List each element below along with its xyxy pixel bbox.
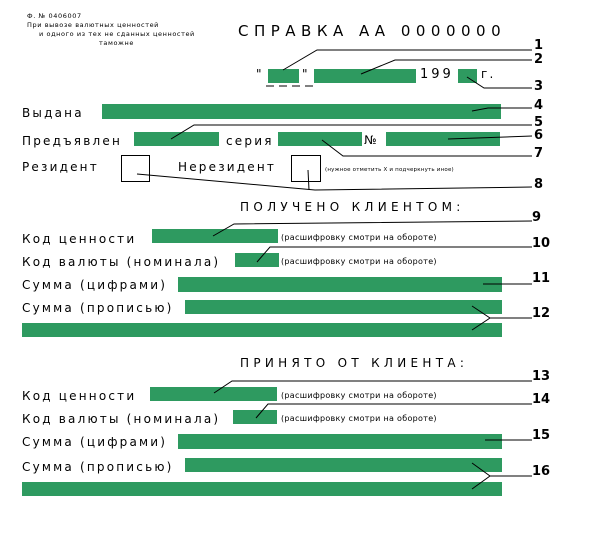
- series-label: серия: [226, 134, 274, 148]
- leader-9: [213, 221, 532, 236]
- purpose-line-2: и одного из тех не сданных ценностей: [39, 30, 195, 38]
- callout-14: 14: [532, 392, 551, 407]
- accepted-decode-note-1: (расшифровку смотри на обороте): [281, 391, 437, 400]
- leader-5: [171, 125, 532, 139]
- callout-15: 15: [532, 428, 551, 443]
- accepted-currency-code-label: Код валюты (номинала): [22, 412, 221, 426]
- received-decode-note-1: (расшифровку смотри на обороте): [281, 233, 437, 242]
- callout-16: 16: [532, 464, 551, 479]
- callout-10: 10: [532, 236, 551, 251]
- leader-13: [214, 381, 532, 393]
- callout-2: 2: [534, 52, 544, 67]
- leader-3: [467, 77, 532, 88]
- accepted-amount-digits-label: Сумма (цифрами): [22, 435, 168, 449]
- date-quote-open: ": [256, 67, 264, 81]
- callout-7: 7: [534, 146, 544, 161]
- callout-1: 1: [534, 38, 544, 53]
- leader-12: [472, 306, 490, 330]
- year-prefix: 199: [420, 67, 454, 82]
- leader-10: [257, 247, 532, 262]
- leader-8b: [308, 170, 309, 190]
- received-decode-note-2: (расшифровку смотри на обороте): [281, 257, 437, 266]
- nonresident-note: (нужное отметить Х и подчеркнуть иное): [325, 167, 454, 173]
- callout-13: 13: [532, 369, 551, 384]
- callout-5: 5: [534, 115, 544, 130]
- received-heading: ПОЛУЧЕНО КЛИЕНТОМ:: [240, 200, 465, 214]
- leader-6: [448, 136, 532, 139]
- nonresident-label: Нерезидент: [178, 160, 277, 174]
- presented-label: Предъявлен: [22, 134, 122, 148]
- leader-4: [472, 108, 532, 111]
- form-code: Ф. № 0406007: [27, 12, 82, 20]
- callout-12: 12: [532, 306, 551, 321]
- callout-8: 8: [534, 177, 544, 192]
- leader-2: [361, 60, 532, 74]
- accepted-amount-words-label: Сумма (прописью): [22, 460, 174, 474]
- number-sign: №: [364, 133, 379, 147]
- callout-4: 4: [534, 98, 544, 113]
- leader-8: [137, 174, 532, 190]
- received-amount-digits-label: Сумма (цифрами): [22, 278, 168, 292]
- purpose-line-1: При вывозе валютных ценностей: [27, 21, 160, 29]
- purpose-line-3: таможне: [99, 39, 134, 47]
- received-value-code-label: Код ценности: [22, 232, 137, 246]
- accepted-heading: ПРИНЯТО ОТ КЛИЕНТА:: [240, 356, 469, 370]
- resident-label: Резидент: [22, 160, 99, 174]
- accepted-value-code-label: Код ценности: [22, 389, 137, 403]
- callout-6: 6: [534, 128, 544, 143]
- leader-16: [472, 463, 490, 489]
- accepted-decode-note-2: (расшифровку смотри на обороте): [281, 414, 437, 423]
- received-amount-words-label: Сумма (прописью): [22, 301, 174, 315]
- document-title: СПРАВКА АА 0000000: [238, 22, 507, 40]
- callout-11: 11: [532, 271, 551, 286]
- callout-3: 3: [534, 79, 544, 94]
- received-currency-code-label: Код валюты (номинала): [22, 255, 221, 269]
- date-quote-close: ": [302, 67, 310, 81]
- leader-14: [256, 404, 532, 418]
- leader-7: [322, 140, 532, 156]
- year-suffix: г.: [481, 67, 496, 81]
- callout-9: 9: [532, 210, 542, 225]
- issued-label: Выдана: [22, 106, 84, 120]
